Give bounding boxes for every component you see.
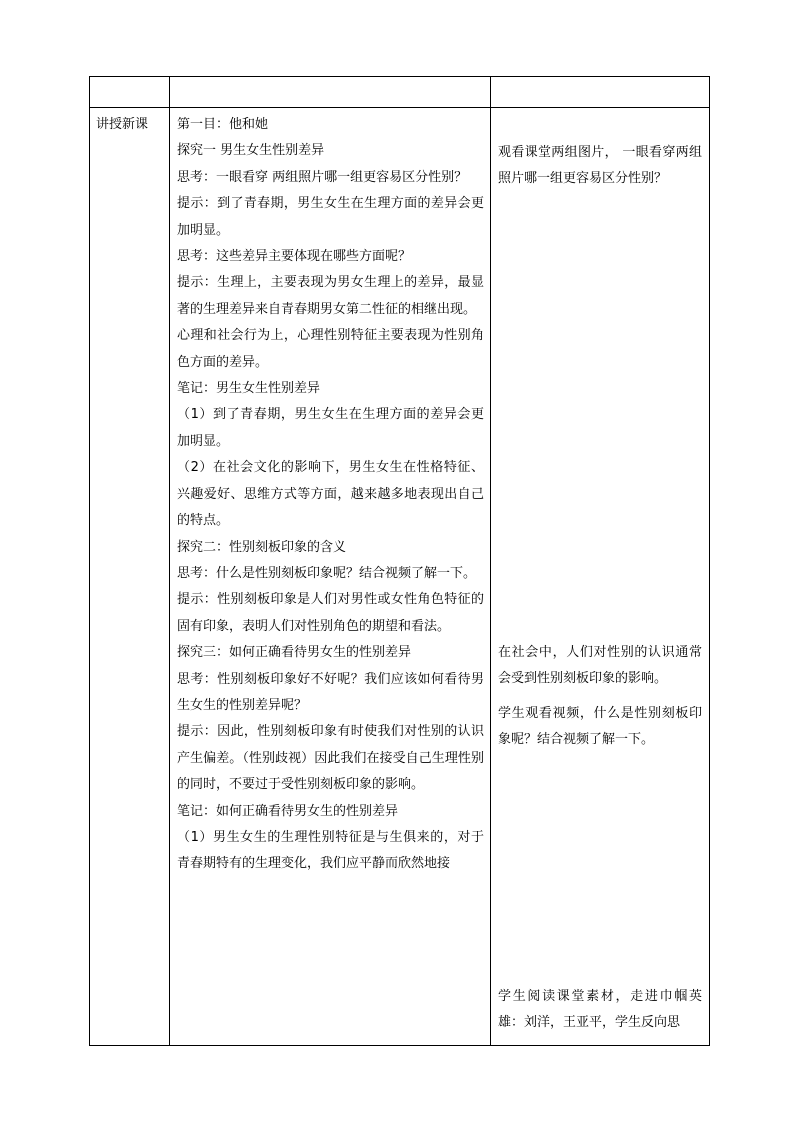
content-line: 探究三：如何正确看待男女生的性别差异 bbox=[177, 645, 412, 661]
header-cell-1 bbox=[90, 77, 170, 108]
content-line: 心理和社会行为上，心理性别特征主要表现为性别角色方面的差异。 bbox=[177, 328, 484, 370]
content-line: 第一目：他和她 bbox=[177, 117, 269, 132]
table-row bbox=[90, 108, 710, 1046]
lesson-content bbox=[170, 108, 490, 878]
content-line: 思考：什么是性别刻板印象呢？结合视频了解一下。 bbox=[177, 565, 477, 581]
content-cell bbox=[170, 108, 491, 1046]
content-line: （1）到了青春期，男生女生在生理方面的差异会更加明显。 bbox=[177, 407, 484, 449]
note-item: 在社会中，人们对性别的认识通常会受到性别刻板印象的影响。 bbox=[498, 645, 702, 687]
note-item: 观看课堂两组图片， 一眼看穿两组照片哪一组更容易区分性别？ bbox=[498, 145, 702, 187]
content-line: 提示：性别刻板印象是人们对男性或女性角色特征的固有印象，表明人们对性别角色的期望和看法。 bbox=[177, 592, 484, 634]
content-line: 思考：一眼看穿 两组照片哪一组更容易区分性别？ bbox=[177, 169, 468, 185]
content-line: 提示：因此，性别刻板印象有时使我们对性别的认识产生偏差。（性别歧视）因此我们在接受自己生理性别的同时，不要过于受性别刻板印象的影响。 bbox=[177, 724, 484, 793]
content-line: 笔记：如何正确看待男女生的性别差异 bbox=[177, 803, 399, 819]
section-cell bbox=[90, 108, 170, 1046]
content-line: 探究二：性别刻板印象的含义 bbox=[177, 539, 347, 555]
content-line: （1）男生女生的生理性别特征是与生俱来的，对于青春期特有的生理变化，我们应平静而欣然地接 bbox=[177, 829, 484, 872]
table-header-row bbox=[90, 77, 710, 108]
student-activity-notes bbox=[491, 108, 709, 1045]
notes-cell bbox=[491, 108, 710, 1046]
header-cell-3 bbox=[491, 77, 710, 108]
header-cell-2 bbox=[170, 77, 491, 108]
content-line: 思考：性别刻板印象好不好呢？我们应该如何看待男生女生的性别差异呢？ bbox=[177, 671, 484, 713]
note-item: 学生观看视频，什么是性别刻板印象呢？结合视频了解一下。 bbox=[498, 706, 702, 748]
content-line: （2）在社会文化的影响下，男生女生在性格特征、兴趣爱好、思维方式等方面，越来越多地表现出自己的特点。 bbox=[177, 460, 484, 529]
section-label: 讲授新课 bbox=[96, 117, 149, 132]
content-line: 笔记：男生女生性别差异 bbox=[177, 381, 321, 397]
note-item: 学生阅读课堂素材，走进巾帼英雄：刘洋，王亚平，学生反向思 bbox=[498, 989, 702, 1031]
content-line: 思考：这些差异主要体现在哪些方面呢？ bbox=[177, 249, 412, 265]
content-line: 提示：到了青春期，男生女生在生理方面的差异会更加明显。 bbox=[177, 196, 484, 238]
content-line: 探究一 男生女生性别差异 bbox=[177, 143, 325, 159]
content-line: 提示：生理上，主要表现为男女生理上的差异，最显著的生理差异来自青春期男女第二性征的相继出现。 bbox=[177, 275, 484, 317]
lesson-plan-table bbox=[89, 76, 710, 1046]
